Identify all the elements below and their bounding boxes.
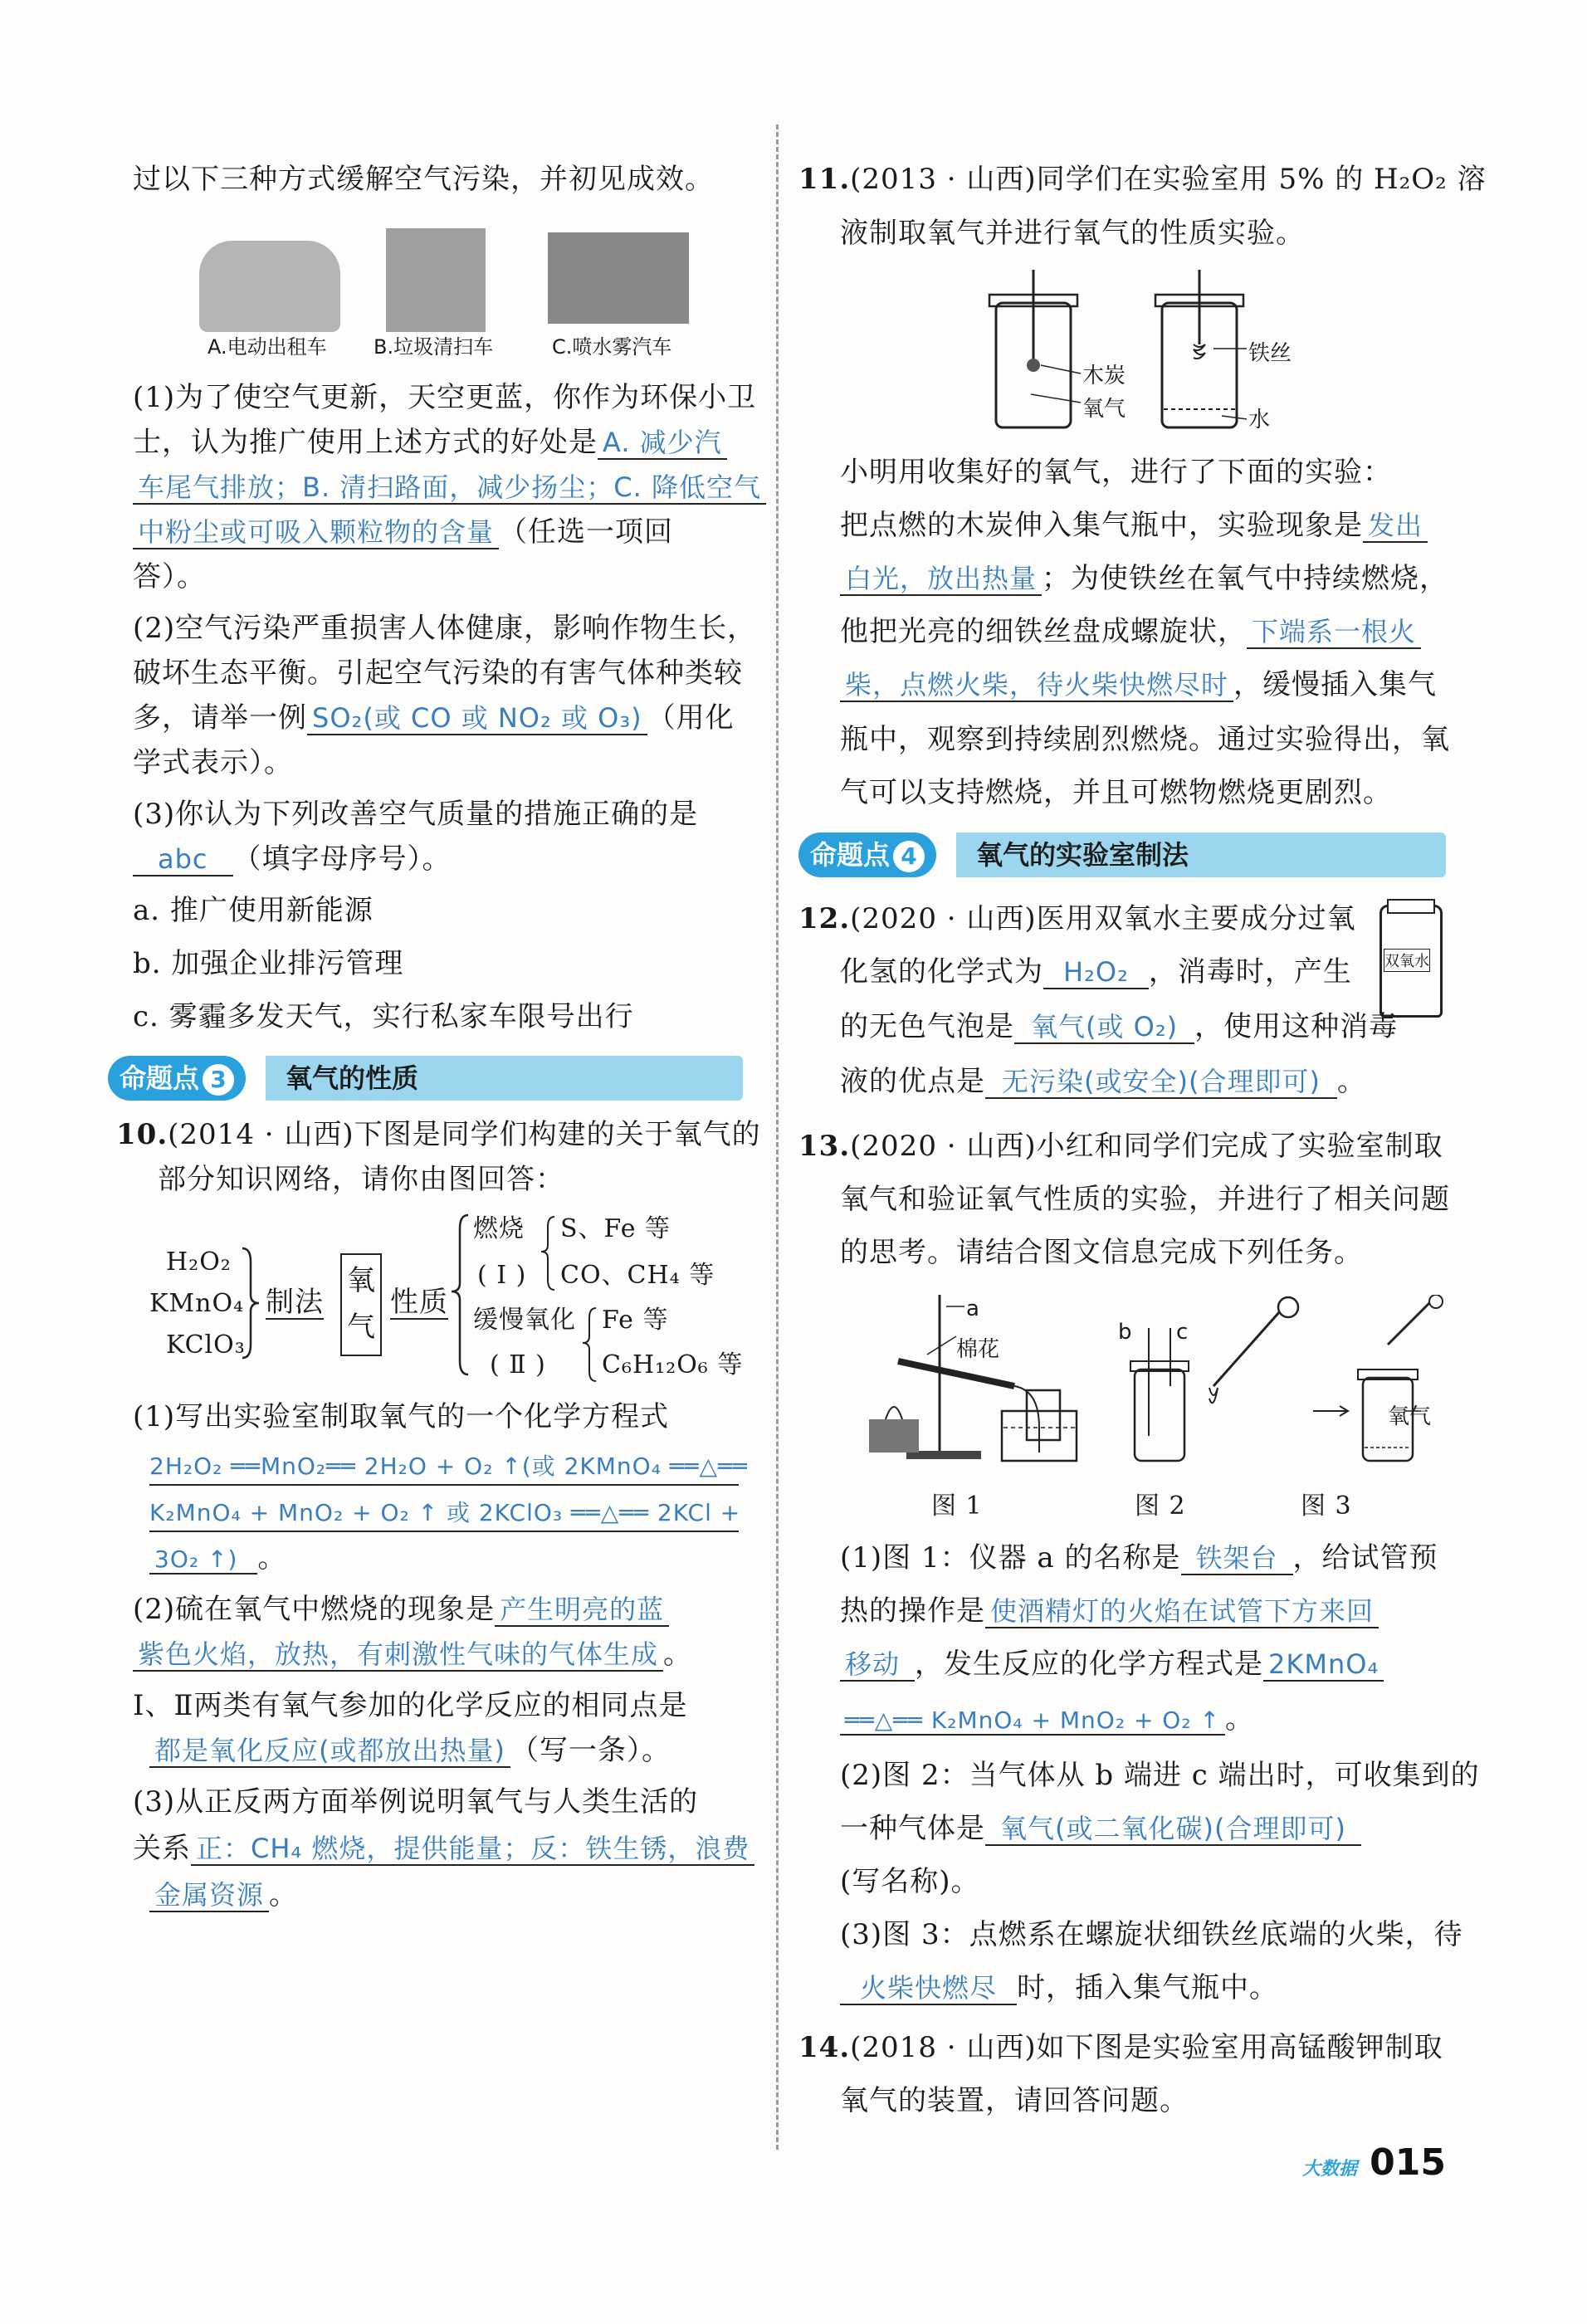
q10-2-line2: 紫色火焰，放热，有刺激性气味的气体生成 。 <box>133 1637 692 1672</box>
q13-2-line1: (2)图 2：当气体从 b 端进 c 端出时，可收集到的 <box>840 1759 1480 1792</box>
photo-spray-truck <box>548 232 689 324</box>
q1-line1: (1)为了使空气更新，天空更蓝，你作为环保小卫 <box>133 381 757 414</box>
bottle-label: 双氧水 <box>1384 949 1430 972</box>
net-zhifa: 制法 <box>266 1286 324 1319</box>
q13-3-answer: 火柴快燃尽 <box>840 1972 1017 2005</box>
q13-1-line3: 移动 ，发生反应的化学方程式是 2KMnO₄ <box>840 1647 1384 1682</box>
brace-left <box>239 1245 264 1361</box>
q3-answer: abc <box>133 843 233 876</box>
caption-b: B.垃圾清扫车 <box>374 335 494 359</box>
fig-label-cotton: 棉花 <box>956 1337 1000 1362</box>
q10-line1: 10.(2014 · 山西)下图是同学们构建的关于氧气的 <box>116 1118 761 1151</box>
q13-1-answer-2: 使酒精灯的火焰在试管下方来回 <box>985 1595 1379 1628</box>
q13-1-line2: 热的操作是 使酒精灯的火焰在试管下方来回 <box>840 1594 1379 1628</box>
net-kmno4: KMnO₄ <box>149 1289 245 1318</box>
net-fe: Fe 等 <box>602 1306 669 1335</box>
q11-line2: 液制取氧气并进行氧气的性质实验。 <box>840 217 1305 250</box>
q12-line4: 液的优点是 无污染(或安全)(合理即可) 。 <box>840 1065 1366 1098</box>
fig-label-oxygen-2: 氧气 <box>1388 1404 1432 1429</box>
q13-2-line2: 一种气体是 氧气(或二氧化碳)(合理即可) <box>840 1811 1361 1846</box>
option-a: a. 推广使用新能源 <box>133 894 374 927</box>
section-3-header <box>108 1056 743 1101</box>
q11-line9: 气可以支持燃烧，并且可燃物燃烧更剧烈。 <box>840 776 1392 809</box>
q1-line2: 士，认为推广使用上述方式的好处是 A. 减少汽 <box>133 425 727 460</box>
q12-answer-1: H₂O₂ <box>1043 956 1149 989</box>
q10-2b-line1: Ⅰ、Ⅱ两类有氧气参加的化学反应的相同点是 <box>133 1689 688 1722</box>
q12-answer-3: 无污染(或安全)(合理即可) <box>985 1066 1337 1099</box>
q2-line2: 破坏生态平衡。引起空气污染的有害气体种类较 <box>133 657 743 690</box>
q13-1-line1: (1)图 1：仪器 a 的名称是 铁架台 ，给试管预 <box>840 1541 1438 1575</box>
hydrogen-peroxide-bottle <box>1379 905 1443 1018</box>
q10-2b-answer: 都是氧化反应(或都放出热量) <box>149 1735 510 1768</box>
section-4-title: 氧气的实验室制法 <box>956 832 1446 877</box>
q14-line2: 氧气的装置，请回答问题。 <box>840 2084 1189 2117</box>
q1-answer-2: 车尾气排放；B. 清扫路面，减少扬尘；C. 降低空气 <box>133 471 766 505</box>
q13-3-line1: (3)图 3：点燃系在螺旋状细铁丝底端的火柴，待 <box>840 1918 1463 1951</box>
section-3-tag: 命题点 3 <box>108 1056 246 1101</box>
q13-line1: 13.(2020 · 山西)小红和同学们完成了实验室制取 <box>798 1130 1443 1163</box>
q10-3-line2: 关系 正：CH₄ 燃烧，提供能量；反：铁生锈，浪费 <box>133 1831 754 1866</box>
q12-line3: 的无色气泡是 氧气(或 O₂) ，使用这种消毒 <box>840 1010 1399 1043</box>
page-number: 015 <box>1370 2141 1446 2184</box>
option-b: b. 加强企业排污管理 <box>133 947 404 980</box>
q11-line3: 小明用收集好的氧气，进行了下面的实验： <box>840 456 1392 489</box>
column-divider <box>776 124 779 2150</box>
brace-slow <box>581 1305 599 1384</box>
q11-line6: 他把光亮的细铁丝盘成螺旋状， 下端系一根火 <box>840 614 1421 649</box>
option-c: c. 雾霾多发天气，实行私家车限号出行 <box>133 1000 634 1033</box>
net-I: ( Ⅰ ) <box>477 1261 527 1290</box>
fig-label-charcoal: 木炭 <box>1082 364 1126 388</box>
page-footer <box>1302 2141 1446 2184</box>
q11-line4: 把点燃的木炭伸入集气瓶中，实验现象是 发出 <box>840 508 1428 543</box>
section-4-tag: 命题点 4 <box>798 832 936 877</box>
q12-answer-2: 氧气(或 O₂) <box>1014 1011 1194 1044</box>
q11-line5: 白光，放出热量 ；为使铁丝在氧气中持续燃烧， <box>840 561 1448 596</box>
q13-line2: 氧气和验证氧气性质的实验，并进行了相关问题 <box>840 1183 1450 1216</box>
q11-line1: 11.(2013 · 山西)同学们在实验室用 5% 的 H₂O₂ 溶 <box>798 163 1487 196</box>
net-c6: C₆H₁₂O₆ 等 <box>602 1350 744 1379</box>
q13-1-line4: ══△══ K₂MnO₄ + MnO₂ + O₂ ↑ 。 <box>840 1702 1254 1738</box>
caption-c: C.喷水雾汽车 <box>552 335 672 359</box>
q10-line2: 部分知识网络，请你由图回答： <box>158 1163 564 1196</box>
fig-label-oxygen: 氧气 <box>1082 397 1126 422</box>
q11-line7: 柴，点燃火柴，待火柴快燃尽时 ，缓慢插入集气 <box>840 667 1437 702</box>
q14-line1: 14.(2018 · 山西)如下图是实验室用高锰酸钾制取 <box>798 2031 1443 2064</box>
q13-2-line3: (写名称)。 <box>840 1865 980 1898</box>
net-h2o2: H₂O₂ <box>166 1247 232 1277</box>
fig-label-c: c <box>1176 1320 1189 1345</box>
q11-answer-1: 发出 <box>1363 510 1428 543</box>
q10-1-line1: (1)写出实验室制取氧气的一个化学方程式 <box>133 1400 670 1433</box>
net-huanman: 缓慢氧化 <box>473 1306 576 1335</box>
q13-2-answer: 氧气(或二氧化碳)(合理即可) <box>985 1813 1361 1846</box>
brace-middle <box>448 1212 473 1378</box>
fig3-caption: 图 3 <box>1301 1492 1352 1521</box>
q12-line1: 12.(2020 · 山西)医用双氧水主要成分过氧 <box>798 902 1356 935</box>
q13-3-line2: 火柴快燃尽 时，插入集气瓶中。 <box>840 1970 1278 2005</box>
fig-label-b: b <box>1118 1320 1132 1345</box>
q10-1-answer-3: 3O₂ ↑) 。 <box>149 1540 286 1577</box>
fig2-caption: 图 2 <box>1135 1492 1186 1521</box>
q11-figure <box>981 270 1280 436</box>
q1-answer: A. 减少汽 <box>598 427 727 460</box>
q2-answer: SO₂(或 CO 或 NO₂ 或 O₃) <box>307 702 647 735</box>
fig-label-water: 水 <box>1248 408 1271 432</box>
net-sfe: S、Fe 等 <box>560 1214 671 1243</box>
q13-line3: 的思考。请结合图文信息完成下列任务。 <box>840 1236 1363 1269</box>
q12-line2: 化氢的化学式为 H₂O₂ ，消毒时，产生 <box>840 955 1352 989</box>
fig-label-wire: 铁丝 <box>1248 341 1292 366</box>
q13-1-answer-1: 铁架台 <box>1181 1542 1293 1575</box>
q3-line1: (3)你认为下列改善空气质量的措施正确的是 <box>133 798 699 831</box>
brand-logo: 大数据 <box>1302 2159 1358 2180</box>
oxygen-knowledge-network <box>149 1212 747 1378</box>
net-kclo3: KClO₃ <box>166 1330 246 1360</box>
fig-label-a: a <box>966 1296 979 1321</box>
q11-answer-2: 下端系一根火 <box>1247 616 1421 649</box>
q10-3-answer: 正：CH₄ 燃烧，提供能量；反：铁生锈，浪费 <box>191 1833 754 1866</box>
q10-2-answer: 产生明亮的蓝 <box>495 1594 669 1627</box>
q13-1-answer-3: 2KMnO₄ <box>1263 1648 1384 1682</box>
q10-2b-line2: 都是氧化反应(或都放出热量) （写一条）。 <box>149 1733 671 1768</box>
caption-a: A.电动出租车 <box>208 335 327 359</box>
net-ranshao: 燃烧 <box>473 1214 525 1243</box>
q10-3-line1: (3)从正反两方面举例说明氧气与人类生活的 <box>133 1785 699 1819</box>
q10-1-answer-2: K₂MnO₄ + MnO₂ + O₂ ↑ 或 2KClO₃ ══△══ 2KCl + <box>149 1494 739 1532</box>
section-4-header <box>798 832 1446 877</box>
q10-1-answer-1: 2H₂O₂ ══MnO₂══ 2H₂O + O₂ ↑(或 2KMnO₄ ══△══ <box>149 1448 739 1486</box>
q10-3-line3: 金属资源 。 <box>149 1877 298 1912</box>
q1-line5: 答）。 <box>133 560 206 593</box>
q11-line8: 瓶中，观察到持续剧烈燃烧。通过实验得出，氧 <box>840 723 1450 756</box>
fig1-caption: 图 1 <box>931 1492 983 1521</box>
q3-line2: abc （填字母序号）。 <box>133 842 452 876</box>
photo-electric-taxi <box>199 241 340 332</box>
net-xingzhi: 性质 <box>390 1286 448 1319</box>
q1-answer-3: 中粉尘或可吸入颗粒物的含量 <box>133 516 499 549</box>
q2-line3: 多，请举一例 SO₂(或 CO 或 NO₂ 或 O₃) （用化 <box>133 701 735 735</box>
net-coch4: CO、CH₄ 等 <box>560 1261 715 1290</box>
net-oxygen-box: 氧 气 <box>340 1253 382 1356</box>
q2-line1: (2)空气污染严重损害人体健康，影响作物生长， <box>133 612 757 645</box>
photo-sweeper <box>386 228 486 332</box>
intro-line: 过以下三种方式缓解空气污染，并初见成效。 <box>133 163 714 196</box>
net-II: ( Ⅱ ) <box>490 1350 546 1379</box>
q2-line4: 学式表示）。 <box>133 746 293 779</box>
q10-2-line1: (2)硫在氧气中燃烧的现象是 产生明亮的蓝 <box>133 1592 669 1627</box>
brace-burn <box>540 1213 558 1293</box>
section-3-title: 氧气的性质 <box>266 1056 743 1101</box>
